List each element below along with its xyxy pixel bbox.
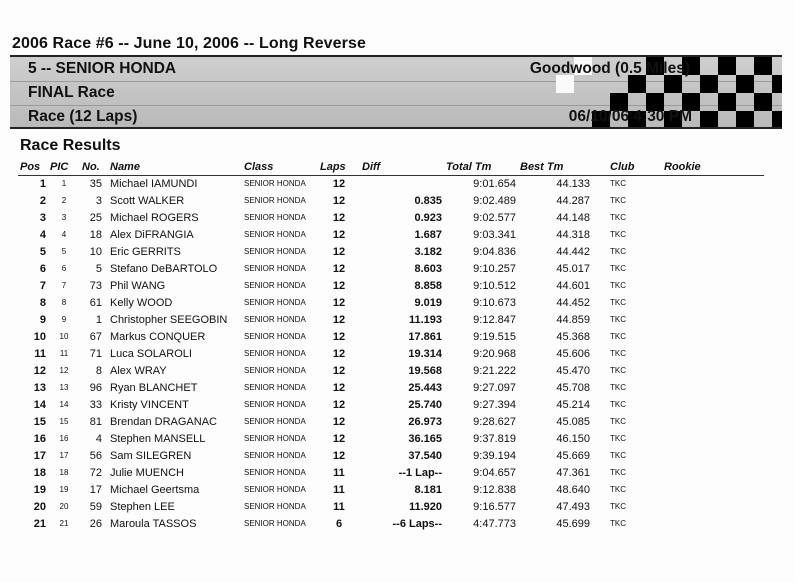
cell-kart-number: 33	[89, 398, 102, 411]
cell-laps: 12	[332, 177, 346, 190]
cell-pos: 20	[33, 500, 46, 513]
cell-best-time: 45.214	[556, 398, 590, 411]
cell-laps: 12	[332, 364, 346, 377]
cell-pic: 4	[61, 230, 67, 239]
cell-best-time: 44.442	[556, 245, 590, 258]
cell-class: SENIOR HONDA	[244, 281, 306, 290]
cell-total-time: 9:03.341	[473, 228, 516, 241]
table-row	[18, 209, 764, 226]
table-row	[18, 362, 764, 379]
cell-diff: 8.603	[414, 262, 442, 275]
cell-total-time: 9:02.577	[473, 211, 516, 224]
cell-rookie	[662, 311, 764, 328]
cell-pos: 2	[39, 194, 46, 207]
cell-rookie	[662, 413, 764, 430]
cell-rookie	[662, 226, 764, 243]
cell-kart-number: 3	[95, 194, 102, 207]
cell-laps: 11	[333, 466, 345, 479]
table-row	[18, 192, 764, 209]
table-row	[18, 430, 764, 447]
cell-diff: 3.182	[414, 245, 442, 258]
flag-square	[736, 75, 754, 93]
cell-best-time: 44.452	[556, 296, 590, 309]
cell-club: TKC	[610, 332, 626, 341]
cell-class: SENIOR HONDA	[244, 315, 306, 324]
cell-best-time: 44.133	[556, 177, 590, 190]
cell-driver-name: Scott WALKER	[110, 194, 185, 207]
cell-kart-number: 73	[89, 279, 102, 292]
cell-best-time: 45.470	[556, 364, 590, 377]
cell-total-time: 9:04.657	[473, 466, 516, 479]
cell-best-time: 45.669	[556, 449, 590, 462]
flag-square	[700, 111, 718, 129]
cell-club: TKC	[610, 196, 626, 205]
race-banner	[10, 57, 782, 129]
cell-driver-name: Alex DiFRANGIA	[110, 228, 194, 241]
cell-best-time: 45.699	[556, 517, 590, 530]
cell-rookie	[662, 328, 764, 345]
cell-pos: 3	[39, 211, 46, 224]
header-laps: Laps	[318, 161, 360, 175]
cell-club: TKC	[610, 213, 626, 222]
cell-rookie	[662, 396, 764, 413]
cell-class: SENIOR HONDA	[244, 247, 306, 256]
results-table	[18, 161, 764, 532]
cell-diff: --6 Laps--	[392, 517, 442, 530]
header-name: Name	[104, 161, 242, 175]
cell-total-time: 9:16.577	[473, 500, 516, 513]
cell-kart-number: 67	[89, 330, 102, 343]
cell-laps: 12	[332, 228, 346, 241]
cell-driver-name: Michael ROGERS	[110, 211, 199, 224]
cell-driver-name: Julie MUENCH	[110, 466, 184, 479]
cell-class: SENIOR HONDA	[244, 349, 306, 358]
cell-kart-number: 5	[95, 262, 102, 275]
cell-class: SENIOR HONDA	[244, 485, 306, 494]
cell-rookie	[662, 498, 764, 515]
cell-kart-number: 72	[89, 466, 102, 479]
cell-driver-name: Phil WANG	[110, 279, 166, 292]
cell-diff: 0.835	[414, 194, 442, 207]
cell-class: SENIOR HONDA	[244, 502, 306, 511]
cell-total-time: 9:10.512	[473, 279, 516, 292]
cell-pos: 6	[39, 262, 46, 275]
cell-pic: 19	[59, 485, 69, 494]
cell-kart-number: 17	[89, 483, 102, 496]
cell-pic: 18	[59, 468, 69, 477]
cell-laps: 12	[332, 245, 346, 258]
cell-class: SENIOR HONDA	[244, 417, 306, 426]
cell-kart-number: 81	[89, 415, 102, 428]
header-best-time: Best Tm	[518, 161, 592, 175]
cell-pic: 10	[59, 332, 69, 341]
cell-total-time: 9:10.257	[473, 262, 516, 275]
cell-rookie	[662, 345, 764, 362]
cell-diff: 9.019	[414, 296, 442, 309]
page-title: 2006 Race #6 -- June 10, 2006 -- Long Reverse	[12, 35, 367, 52]
cell-rookie	[662, 447, 764, 464]
cell-club: TKC	[610, 485, 626, 494]
cell-best-time: 44.287	[556, 194, 590, 207]
cell-best-time: 44.859	[556, 313, 590, 326]
cell-club: TKC	[610, 383, 626, 392]
flag-square	[718, 93, 736, 111]
cell-pos: 13	[33, 381, 46, 394]
cell-rookie	[662, 379, 764, 396]
cell-total-time: 9:02.489	[473, 194, 516, 207]
cell-pos: 5	[39, 245, 46, 258]
cell-kart-number: 96	[89, 381, 102, 394]
cell-rookie	[662, 175, 764, 192]
cell-club: TKC	[610, 400, 626, 409]
cell-total-time: 9:04.836	[473, 245, 516, 258]
cell-laps: 12	[332, 381, 346, 394]
cell-rookie	[662, 192, 764, 209]
cell-pos: 9	[39, 313, 46, 326]
cell-pic: 21	[59, 519, 69, 528]
cell-best-time: 48.640	[556, 483, 590, 496]
cell-class: SENIOR HONDA	[244, 383, 306, 392]
header-club: Club	[592, 161, 662, 175]
table-row	[18, 498, 764, 515]
section-title: Race Results	[20, 137, 121, 154]
cell-club: TKC	[610, 468, 626, 477]
cell-diff: 37.540	[408, 449, 442, 462]
table-row	[18, 379, 764, 396]
cell-total-time: 9:01.654	[473, 177, 516, 190]
cell-total-time: 9:20.968	[473, 347, 516, 360]
cell-driver-name: Kelly WOOD	[110, 296, 173, 309]
cell-driver-name: Michael IAMUNDI	[110, 177, 198, 190]
cell-pos: 17	[33, 449, 46, 462]
table-row	[18, 311, 764, 328]
header-total-time: Total Tm	[444, 161, 518, 175]
cell-pos: 10	[33, 330, 46, 343]
cell-driver-name: Luca SOLAROLI	[110, 347, 192, 360]
cell-rookie	[662, 430, 764, 447]
cell-rookie	[662, 362, 764, 379]
cell-kart-number: 8	[95, 364, 102, 377]
table-row	[18, 481, 764, 498]
cell-laps: 11	[333, 483, 345, 496]
race-laps: Race (12 Laps)	[28, 108, 138, 125]
cell-kart-number: 26	[89, 517, 102, 530]
cell-club: TKC	[610, 315, 626, 324]
cell-club: TKC	[610, 434, 626, 443]
cell-class: SENIOR HONDA	[244, 332, 306, 341]
cell-pic: 13	[59, 383, 69, 392]
cell-pic: 15	[59, 417, 69, 426]
cell-best-time: 45.085	[556, 415, 590, 428]
cell-pic: 1	[61, 179, 67, 189]
cell-laps: 12	[332, 211, 346, 224]
cell-total-time: 9:27.097	[473, 381, 516, 394]
cell-pos: 1	[39, 177, 46, 190]
cell-club: TKC	[610, 349, 626, 358]
cell-club: TKC	[610, 417, 626, 426]
cell-total-time: 9:37.819	[473, 432, 516, 445]
cell-rookie	[662, 515, 764, 532]
cell-laps: 12	[332, 279, 346, 292]
cell-class: SENIOR HONDA	[244, 264, 306, 273]
cell-best-time: 45.368	[556, 330, 590, 343]
cell-total-time: 9:19.515	[473, 330, 516, 343]
cell-laps: 12	[332, 398, 346, 411]
cell-pos: 14	[33, 398, 46, 411]
cell-diff: --1 Lap--	[398, 466, 442, 479]
cell-diff: 25.443	[408, 381, 442, 394]
cell-pic: 3	[61, 213, 67, 222]
cell-driver-name: Eric GERRITS	[110, 245, 181, 258]
table-row	[18, 277, 764, 294]
header-rookie: Rookie	[662, 161, 764, 175]
cell-diff: 19.314	[408, 347, 442, 360]
cell-rookie	[662, 481, 764, 498]
cell-total-time: 9:27.394	[473, 398, 516, 411]
cell-pos: 15	[33, 415, 46, 428]
cell-kart-number: 4	[95, 432, 102, 445]
cell-laps: 12	[332, 296, 346, 309]
cell-kart-number: 71	[89, 347, 102, 360]
cell-total-time: 4:47.773	[473, 517, 516, 530]
cell-laps: 12	[332, 194, 346, 207]
cell-rookie	[662, 260, 764, 277]
cell-class: SENIOR HONDA	[244, 400, 306, 409]
table-row	[18, 515, 764, 532]
cell-class: SENIOR HONDA	[244, 451, 306, 460]
cell-pic: 16	[59, 434, 69, 443]
cell-laps: 6	[335, 517, 343, 530]
cell-total-time: 9:12.847	[473, 313, 516, 326]
cell-pic: 2	[61, 196, 67, 205]
cell-rookie	[662, 464, 764, 481]
cell-class: SENIOR HONDA	[244, 179, 306, 189]
track-name: Goodwood (0.5 Miles)	[529, 60, 690, 77]
cell-driver-name: Maroula TASSOS	[110, 517, 197, 530]
table-row	[18, 328, 764, 345]
flag-square	[754, 93, 772, 111]
cell-class: SENIOR HONDA	[244, 298, 306, 307]
flag-square	[772, 75, 782, 93]
table-header-row	[18, 161, 764, 175]
cell-total-time: 9:10.673	[473, 296, 516, 309]
cell-driver-name: Ryan BLANCHET	[110, 381, 198, 394]
cell-diff: 11.920	[408, 500, 442, 513]
cell-diff: 36.165	[408, 432, 442, 445]
cell-best-time: 44.601	[556, 279, 590, 292]
cell-laps: 12	[332, 415, 346, 428]
cell-pos: 11	[34, 347, 46, 360]
cell-laps: 12	[332, 313, 346, 326]
cell-pos: 21	[33, 517, 46, 530]
table-row	[18, 294, 764, 311]
cell-kart-number: 10	[89, 245, 102, 258]
cell-driver-name: Christopher SEEGOBIN	[110, 313, 228, 326]
flag-square	[700, 75, 718, 93]
flag-square	[718, 57, 736, 75]
cell-kart-number: 1	[95, 313, 102, 326]
cell-rookie	[662, 294, 764, 311]
cell-pos: 4	[39, 228, 46, 241]
cell-class: SENIOR HONDA	[244, 230, 306, 239]
cell-pic: 5	[61, 247, 67, 256]
cell-total-time: 9:12.838	[473, 483, 516, 496]
cell-driver-name: Alex WRAY	[110, 364, 167, 377]
cell-diff: 8.181	[414, 483, 442, 496]
table-row	[18, 447, 764, 464]
cell-pic: 7	[61, 281, 67, 290]
flag-square	[754, 57, 772, 75]
cell-club: TKC	[610, 451, 626, 460]
cell-class: SENIOR HONDA	[244, 366, 306, 375]
cell-total-time: 9:21.222	[473, 364, 516, 377]
cell-best-time: 47.361	[556, 466, 590, 479]
table-row	[18, 345, 764, 362]
cell-club: TKC	[610, 298, 626, 307]
header-no: No.	[80, 161, 104, 175]
cell-diff: 8.858	[414, 279, 442, 292]
cell-driver-name: Kristy VINCENT	[110, 398, 189, 411]
race-stage: FINAL Race	[28, 84, 115, 101]
cell-pic: 6	[61, 264, 67, 273]
cell-diff: 26.973	[408, 415, 442, 428]
cell-club: TKC	[610, 264, 626, 273]
cell-pic: 14	[59, 400, 69, 409]
cell-total-time: 9:28.627	[473, 415, 516, 428]
race-class: 5 -- SENIOR HONDA	[28, 60, 177, 77]
cell-diff: 0.923	[414, 211, 442, 224]
cell-club: TKC	[610, 281, 626, 290]
cell-pic: 8	[61, 298, 67, 307]
cell-driver-name: Michael Geertsma	[110, 483, 200, 496]
cell-rookie	[662, 243, 764, 260]
cell-pic: 17	[59, 451, 69, 460]
cell-driver-name: Stefano DeBARTOLO	[110, 262, 218, 275]
cell-pic: 9	[61, 315, 67, 324]
cell-pic: 11	[59, 349, 69, 358]
table-row	[18, 260, 764, 277]
cell-best-time: 46.150	[556, 432, 590, 445]
cell-laps: 11	[333, 500, 345, 513]
flag-square	[772, 111, 782, 129]
cell-club: TKC	[610, 230, 626, 239]
cell-diff: 11.193	[408, 313, 442, 326]
cell-laps: 12	[332, 449, 346, 462]
cell-class: SENIOR HONDA	[244, 434, 306, 443]
cell-kart-number: 56	[89, 449, 102, 462]
cell-driver-name: Brendan DRAGANAC	[110, 415, 217, 428]
cell-pos: 16	[33, 432, 46, 445]
cell-class: SENIOR HONDA	[244, 196, 306, 205]
cell-kart-number: 61	[89, 296, 102, 309]
cell-pic: 12	[59, 366, 69, 375]
flag-square	[736, 111, 754, 129]
cell-club: TKC	[610, 247, 626, 256]
cell-club: TKC	[610, 519, 626, 528]
race-date-time: 06/10/06 4:30 PM	[568, 108, 692, 125]
cell-kart-number: 18	[89, 228, 102, 241]
cell-diff: 19.568	[408, 364, 442, 377]
cell-diff: 25.740	[408, 398, 442, 411]
cell-best-time: 45.606	[556, 347, 590, 360]
cell-club: TKC	[610, 179, 626, 189]
cell-diff	[360, 175, 444, 192]
cell-kart-number: 59	[89, 500, 102, 513]
table-row	[18, 413, 764, 430]
cell-club: TKC	[610, 502, 626, 511]
cell-best-time: 45.708	[556, 381, 590, 394]
cell-driver-name: Markus CONQUER	[110, 330, 206, 343]
cell-laps: 12	[332, 432, 346, 445]
cell-best-time: 44.318	[556, 228, 590, 241]
header-pos: Pos	[18, 161, 48, 175]
cell-pos: 8	[39, 296, 46, 309]
cell-pos: 7	[39, 279, 46, 292]
cell-diff: 1.687	[414, 228, 442, 241]
cell-class: SENIOR HONDA	[244, 213, 306, 222]
cell-pos: 12	[33, 364, 46, 377]
cell-class: SENIOR HONDA	[244, 519, 306, 528]
cell-pos: 18	[33, 466, 46, 479]
table-row	[18, 396, 764, 413]
cell-pic: 20	[59, 502, 69, 511]
cell-class: SENIOR HONDA	[244, 468, 306, 477]
cell-best-time: 47.493	[556, 500, 590, 513]
cell-driver-name: Stephen MANSELL	[110, 432, 206, 445]
header-diff: Diff	[360, 161, 444, 175]
cell-total-time: 9:39.194	[473, 449, 516, 462]
header-pic: PIC	[48, 161, 80, 175]
table-row	[18, 464, 764, 481]
table-row	[18, 226, 764, 243]
cell-laps: 12	[332, 330, 346, 343]
cell-driver-name: Stephen LEE	[110, 500, 175, 513]
cell-best-time: 45.017	[556, 262, 590, 275]
cell-rookie	[662, 277, 764, 294]
cell-laps: 12	[332, 262, 346, 275]
cell-pos: 19	[33, 483, 46, 496]
cell-best-time: 44.148	[556, 211, 590, 224]
cell-laps: 12	[332, 347, 346, 360]
table-row	[18, 243, 764, 260]
header-class: Class	[242, 161, 318, 175]
cell-diff: 17.861	[408, 330, 442, 343]
cell-rookie	[662, 209, 764, 226]
cell-club: TKC	[610, 366, 626, 375]
cell-kart-number: 35	[89, 177, 102, 190]
cell-kart-number: 25	[89, 211, 102, 224]
cell-driver-name: Sam SILEGREN	[110, 449, 192, 462]
table-row	[18, 175, 764, 192]
